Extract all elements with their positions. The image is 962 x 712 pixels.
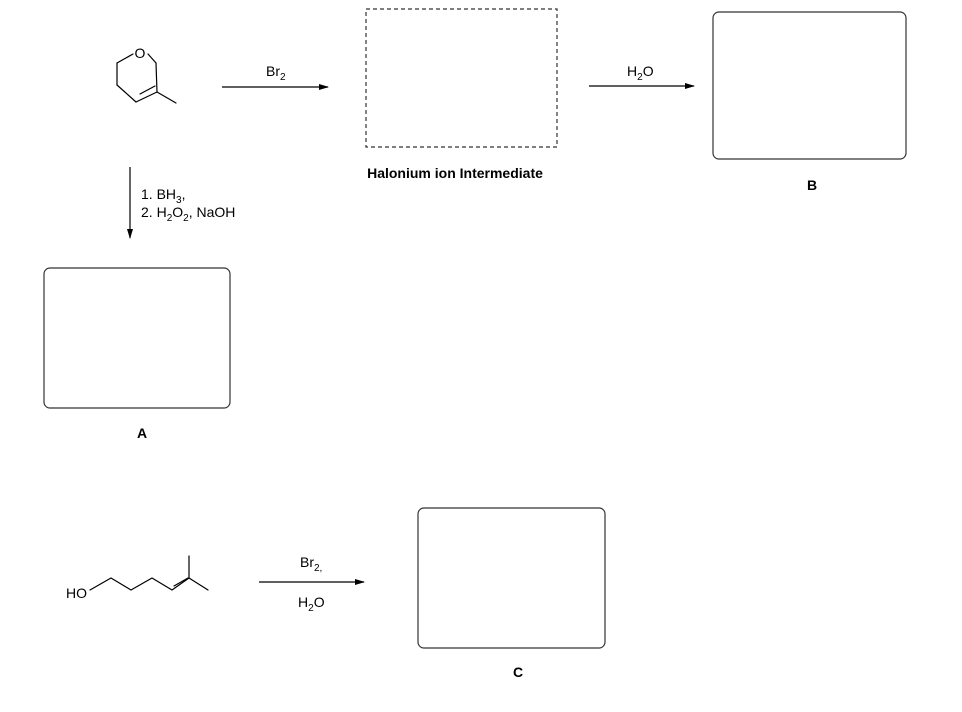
reagent-h2o-bottom: $H_2O$ [298, 594, 325, 614]
reagent-step1-bh3: 1. $BH_3$, [141, 186, 186, 206]
reaction-arrow-h2o [589, 63, 694, 86]
product-b-answer-box[interactable] [713, 12, 906, 159]
hydroxyl-label: HO [66, 585, 87, 601]
reagent-br2-top: $Br_{2,}$ [300, 554, 323, 574]
halonium-intermediate-caption: Halonium ion Intermediate [367, 165, 543, 181]
halonium-intermediate-answer-box[interactable] [366, 9, 557, 147]
reaction-arrow-hydroboration [130, 167, 235, 238]
reagent-br2: $Br_2$ [266, 63, 286, 83]
reagent-h2o: $H_2O$ [627, 63, 654, 83]
starting-material-dihydropyran [117, 45, 176, 103]
ring-oxygen-label: O [134, 45, 146, 61]
product-c-answer-box[interactable] [418, 508, 605, 648]
product-a-answer-box[interactable] [44, 268, 230, 408]
reaction-arrow-bromohydrin [259, 554, 364, 614]
product-b-label: B [806, 177, 818, 193]
product-c-label: C [512, 664, 524, 680]
product-a-label: A [136, 425, 148, 441]
reagent-step2-h2o2-naoh: 2. $H_2O_2$, NaOH [141, 204, 236, 224]
reaction-arrow-br2 [222, 63, 328, 87]
starting-material-methylheptenol [66, 556, 208, 601]
